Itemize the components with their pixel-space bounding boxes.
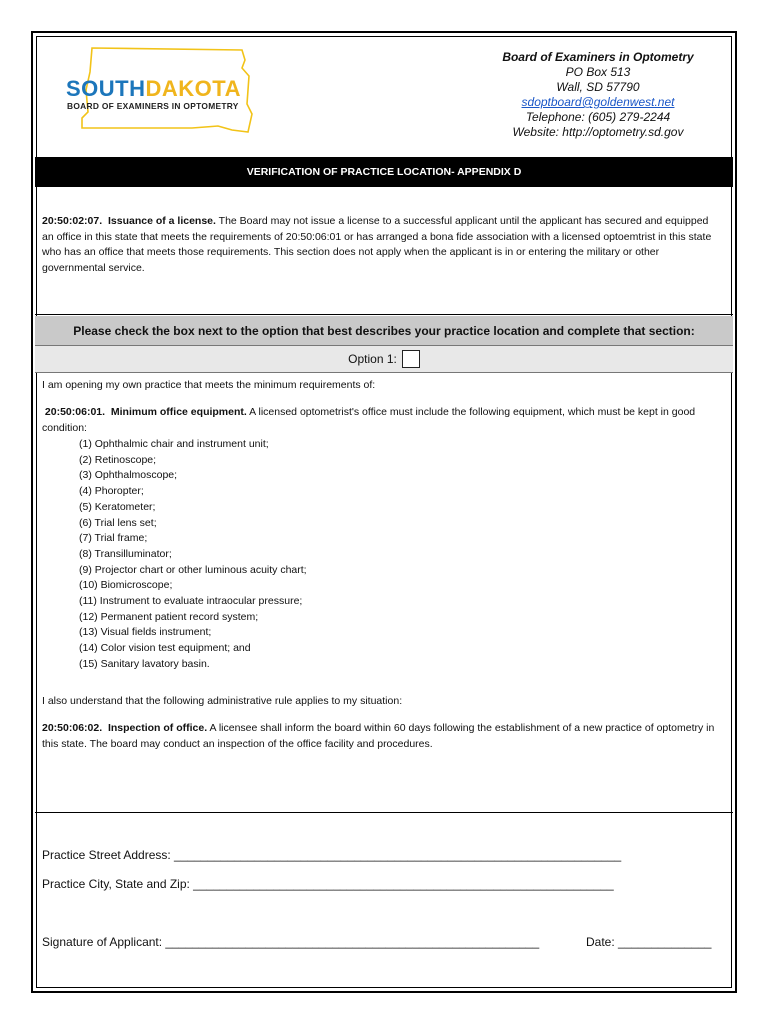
equipment-item: (11) Instrument to evaluate intraocular pressure; bbox=[79, 595, 303, 608]
equipment-item: (4) Phoropter; bbox=[79, 485, 144, 498]
street-address-field[interactable]: Practice Street Address: ___________________________________________________________________ bbox=[42, 848, 622, 862]
contact-block bbox=[468, 50, 728, 140]
board-name: Board of Examiners in Optometry bbox=[502, 50, 694, 64]
city-state-zip-field[interactable]: Practice City, State and Zip: _______________________________________________________________ bbox=[42, 877, 614, 891]
logo-dakota: DAKOTA bbox=[145, 76, 241, 101]
option1-label: Option 1: bbox=[348, 352, 397, 366]
equipment-item: (13) Visual fields instrument; bbox=[79, 626, 212, 639]
equipment-item: (6) Trial lens set; bbox=[79, 516, 157, 529]
intro-rule-title: Issuance of a license. bbox=[107, 215, 216, 227]
email-link[interactable]: sdoptboard@goldenwest.net bbox=[521, 95, 675, 109]
equipment-item: (12) Permanent patient record system; bbox=[79, 610, 259, 623]
inspection-rule-id: 20:50:06:02. bbox=[42, 722, 103, 734]
inspection-rule bbox=[42, 721, 724, 752]
issuance-paragraph bbox=[42, 214, 722, 276]
option1-row bbox=[35, 346, 733, 373]
intro-rule-id: 20:50:02:07. bbox=[42, 215, 103, 227]
website: Website: http://optometry.sd.gov bbox=[512, 125, 684, 139]
equipment-item: (15) Sanitary lavatory basin. bbox=[79, 657, 210, 670]
equipment-item: (14) Color vision test equipment; and bbox=[79, 642, 251, 655]
equipment-list bbox=[79, 437, 307, 673]
option1-lead: I am opening my own practice that meets the minimum requirements of: bbox=[42, 379, 376, 391]
equipment-item: (1) Ophthalmic chair and instrument unit; bbox=[79, 438, 269, 450]
equipment-item: (5) Keratometer; bbox=[79, 500, 156, 513]
intro-text: The Board may not issue a license to a successful applicant until the applicant has secured and equipped an office in this state that meets the requirements of 20:50:06:01 or has arranged a bona fide association with a licensed optoemtrist in this state who has an office that meets those requirements. This section does not apply when the applicant is in or entering the military or other governmental service. bbox=[42, 215, 712, 274]
instruction-band bbox=[35, 316, 733, 346]
city-state-zip: Wall, SD 57790 bbox=[556, 80, 640, 94]
option1-checkbox[interactable] bbox=[402, 350, 420, 368]
divider bbox=[35, 812, 733, 813]
equipment-rule-title: Minimum office equipment. bbox=[110, 406, 247, 418]
po-box: PO Box 513 bbox=[565, 65, 631, 79]
equipment-item: (10) Biomicroscope; bbox=[79, 579, 173, 592]
equipment-item: (7) Trial frame; bbox=[79, 532, 148, 545]
inspection-rule-title: Inspection of office. bbox=[107, 722, 208, 734]
board-logo bbox=[42, 42, 282, 142]
divider bbox=[35, 314, 733, 315]
form-title bbox=[35, 157, 733, 187]
equipment-item: (9) Projector chart or other luminous acuity chart; bbox=[79, 563, 307, 576]
signature-field[interactable]: Signature of Applicant: ________________________________________________________ bbox=[42, 935, 540, 949]
equipment-item: (3) Ophthalmoscope; bbox=[79, 469, 178, 482]
equipment-item: (2) Retinoscope; bbox=[79, 453, 157, 466]
equipment-rule-id: 20:50:06:01. bbox=[44, 406, 106, 418]
telephone: Telephone: (605) 279-2244 bbox=[525, 110, 671, 124]
admin-lead: I also understand that the following administrative rule applies to my situation: bbox=[42, 695, 403, 707]
inspection-rule-text: A licensee shall inform the board within 60 days following the establishment of a new practice of optometry in this state. The board may conduct an inspection of the office facility and procedures. bbox=[42, 722, 715, 750]
instruction-text: Please check the box next to the option that best describes your practice location and complete that section: bbox=[73, 323, 695, 338]
logo-south: SOUTH bbox=[66, 76, 146, 101]
equipment-rule-text: A licensed optometrist's office must include the following equipment, which must be kept in good condition: bbox=[42, 406, 696, 434]
equipment-item: (8) Transilluminator; bbox=[79, 547, 172, 560]
date-field[interactable]: Date: ______________ bbox=[586, 935, 712, 949]
form-title-text: VERIFICATION OF PRACTICE LOCATION- APPENDIX D bbox=[246, 166, 522, 178]
logo-subtitle: BOARD OF EXAMINERS IN OPTOMETRY bbox=[67, 101, 239, 111]
equipment-rule bbox=[42, 405, 724, 436]
